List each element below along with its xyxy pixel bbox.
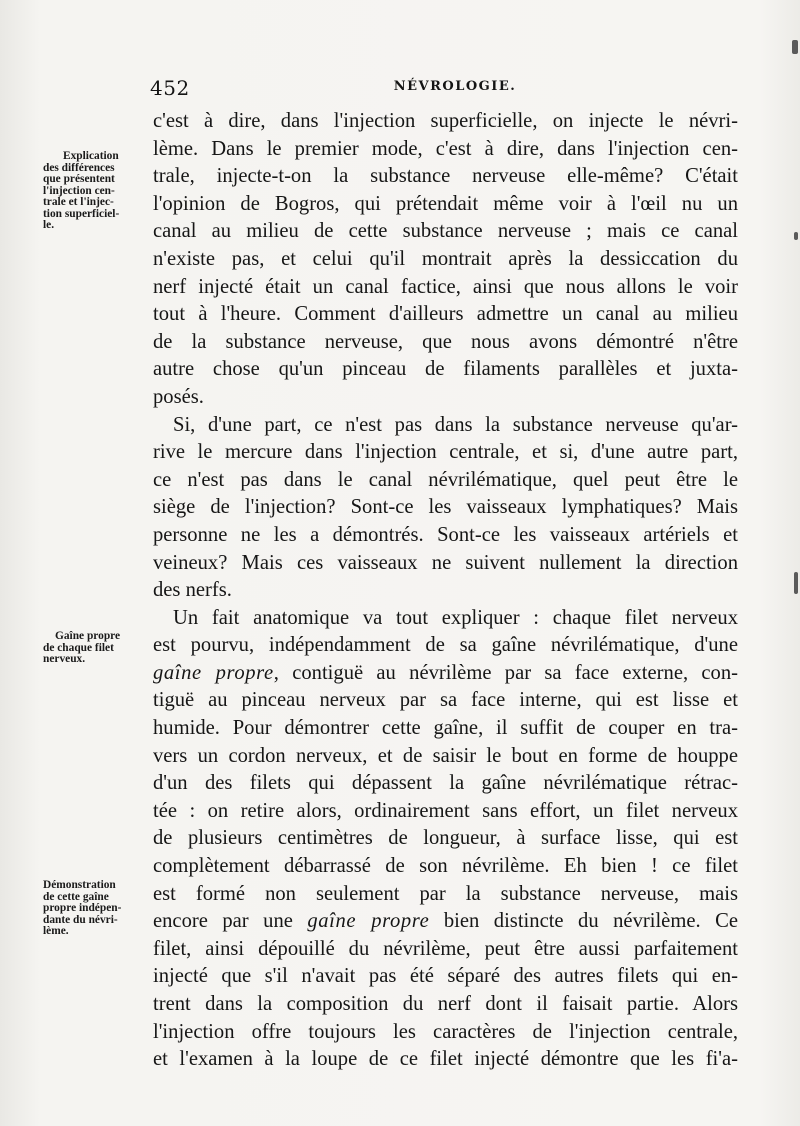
page-number: 452 xyxy=(150,76,190,100)
sidenote-line: de chaque filet xyxy=(43,641,114,654)
emphasized-term: gaîne propre xyxy=(307,910,430,933)
text-line: humide. Pour démontrer cette gaîne, il suffit de couper en tra- xyxy=(153,717,738,740)
body-text xyxy=(153,108,738,1074)
text-line: canal au milieu de cette substance nerveuse ; mais ce canal xyxy=(153,220,738,243)
text-line: nerf injecté était un canal factice, ainsi que nous allons le voir xyxy=(153,275,738,298)
sidenote-line: lème. xyxy=(43,925,69,937)
text-line: l'opinion de Bogros, qui prétendait même voir à l'œil nu un xyxy=(153,192,738,215)
sidenote-explication xyxy=(43,151,151,232)
text-line: filet, ainsi dépouillé du névrilème, peut être aussi parfaitement xyxy=(153,937,738,960)
sidenote-line: dante du névri- xyxy=(43,913,118,926)
text-line: est pourvu, indépendamment de sa gaîne névrilématique, d'une xyxy=(153,634,738,657)
text-line: autre chose qu'un pinceau de filaments parallèles et juxta- xyxy=(153,358,738,381)
page-edge-mark xyxy=(792,40,798,54)
page-edge-mark xyxy=(794,572,798,594)
text-line: personne ne les a démontrés. Sont-ce les vaisseaux artériels et xyxy=(153,523,738,546)
text-line: tée : on retire alors, ordinairement sans effort, un filet nerveux xyxy=(153,799,738,822)
emphasized-term: gaîne propre xyxy=(153,661,274,684)
text-line: encore par une gaîne propre bien distincte du névrilème. Ce xyxy=(153,910,738,933)
text-line: de plusieurs centimètres de longueur, à surface lisse, qui est xyxy=(153,827,738,850)
text-line: tout à l'heure. Comment d'ailleurs admettre un canal au milieu xyxy=(153,303,738,326)
text-line: rive le mercure dans l'injection centrale, et si, d'une autre part, xyxy=(153,441,738,464)
text-line: Un fait anatomique va tout expliquer : chaque filet nerveux xyxy=(173,606,738,629)
running-head: NÉVROLOGIE. xyxy=(393,79,517,94)
text-line: lème. Dans le premier mode, c'est à dire, dans l'injection cen- xyxy=(153,137,738,160)
sidenote-line: le. xyxy=(43,219,55,231)
sidenote-line: des différences xyxy=(43,161,115,174)
text-line: siège de l'injection? Sont-ce les vaisseaux lymphatiques? Mais xyxy=(153,496,738,519)
text-line: est formé non seulement par la substance nerveuse, mais xyxy=(153,882,738,905)
text-line: des nerfs. xyxy=(153,579,232,602)
text-line: vers un cordon nerveux, et de saisir le bout en forme de houppe xyxy=(153,744,738,767)
text-line: l'injection offre toujours les caractères de l'injection centrale, xyxy=(153,1020,738,1043)
sidenote-line: Démonstration xyxy=(43,879,116,891)
sidenote-line: Explication xyxy=(63,150,119,162)
page-header xyxy=(150,76,760,102)
text-line: injecté que s'il n'avait pas été séparé des autres filets qui en- xyxy=(153,965,738,988)
text-line: d'un des filets qui dépassent la gaîne névrilématique rétrac- xyxy=(153,772,738,795)
sidenote-line: l'injection cen- xyxy=(43,184,115,197)
text-line: c'est à dire, dans l'injection superficielle, on injecte le névri- xyxy=(153,110,738,132)
sidenote-line: tion superficiel- xyxy=(43,207,120,220)
sidenote-line: propre indépen- xyxy=(43,902,122,914)
text-line: gaîne propre, contiguë au névrilème par sa face externe, con- xyxy=(153,661,738,684)
text-line: complètement débarrassé de son névrilème. Eh bien ! ce filet xyxy=(153,855,738,878)
sidenote-line: de cette gaîne xyxy=(43,890,109,903)
sidenote-demonstration xyxy=(43,880,151,938)
text-line: et l'examen à la loupe de ce filet injecté démontre que les fi'a- xyxy=(153,1048,738,1071)
sidenote-line: nerveux. xyxy=(43,653,86,665)
text-line: ce n'est pas dans le canal névrilématique, quel peut être le xyxy=(153,468,738,491)
text-line: Si, d'une part, ce n'est pas dans la substance nerveuse qu'ar- xyxy=(173,413,738,436)
sidenote-line: que présentent xyxy=(43,173,115,185)
text-line: tiguë au pinceau nerveux par sa face interne, qui est lisse et xyxy=(153,689,738,712)
sidenote-gaine-propre xyxy=(43,631,151,666)
sidenote-line: trale et l'injec- xyxy=(43,196,114,208)
text-line: de la substance nerveuse, que nous avons démontré n'être xyxy=(153,330,738,353)
text-line: n'existe pas, et celui qu'il montrait après la dessiccation du xyxy=(153,247,738,270)
text-line: trale, injecte-t-on la substance nerveuse elle-même? C'était xyxy=(153,165,738,188)
text-line: posés. xyxy=(153,385,204,408)
text-line: veineux? Mais ces vaisseaux ne suivent nullement la direction xyxy=(153,551,738,574)
page-edge-mark xyxy=(794,232,798,240)
sidenote-line: Gaîne propre xyxy=(55,630,121,642)
text-line: trent dans la composition du nerf dont il faisait partie. Alors xyxy=(153,993,738,1015)
